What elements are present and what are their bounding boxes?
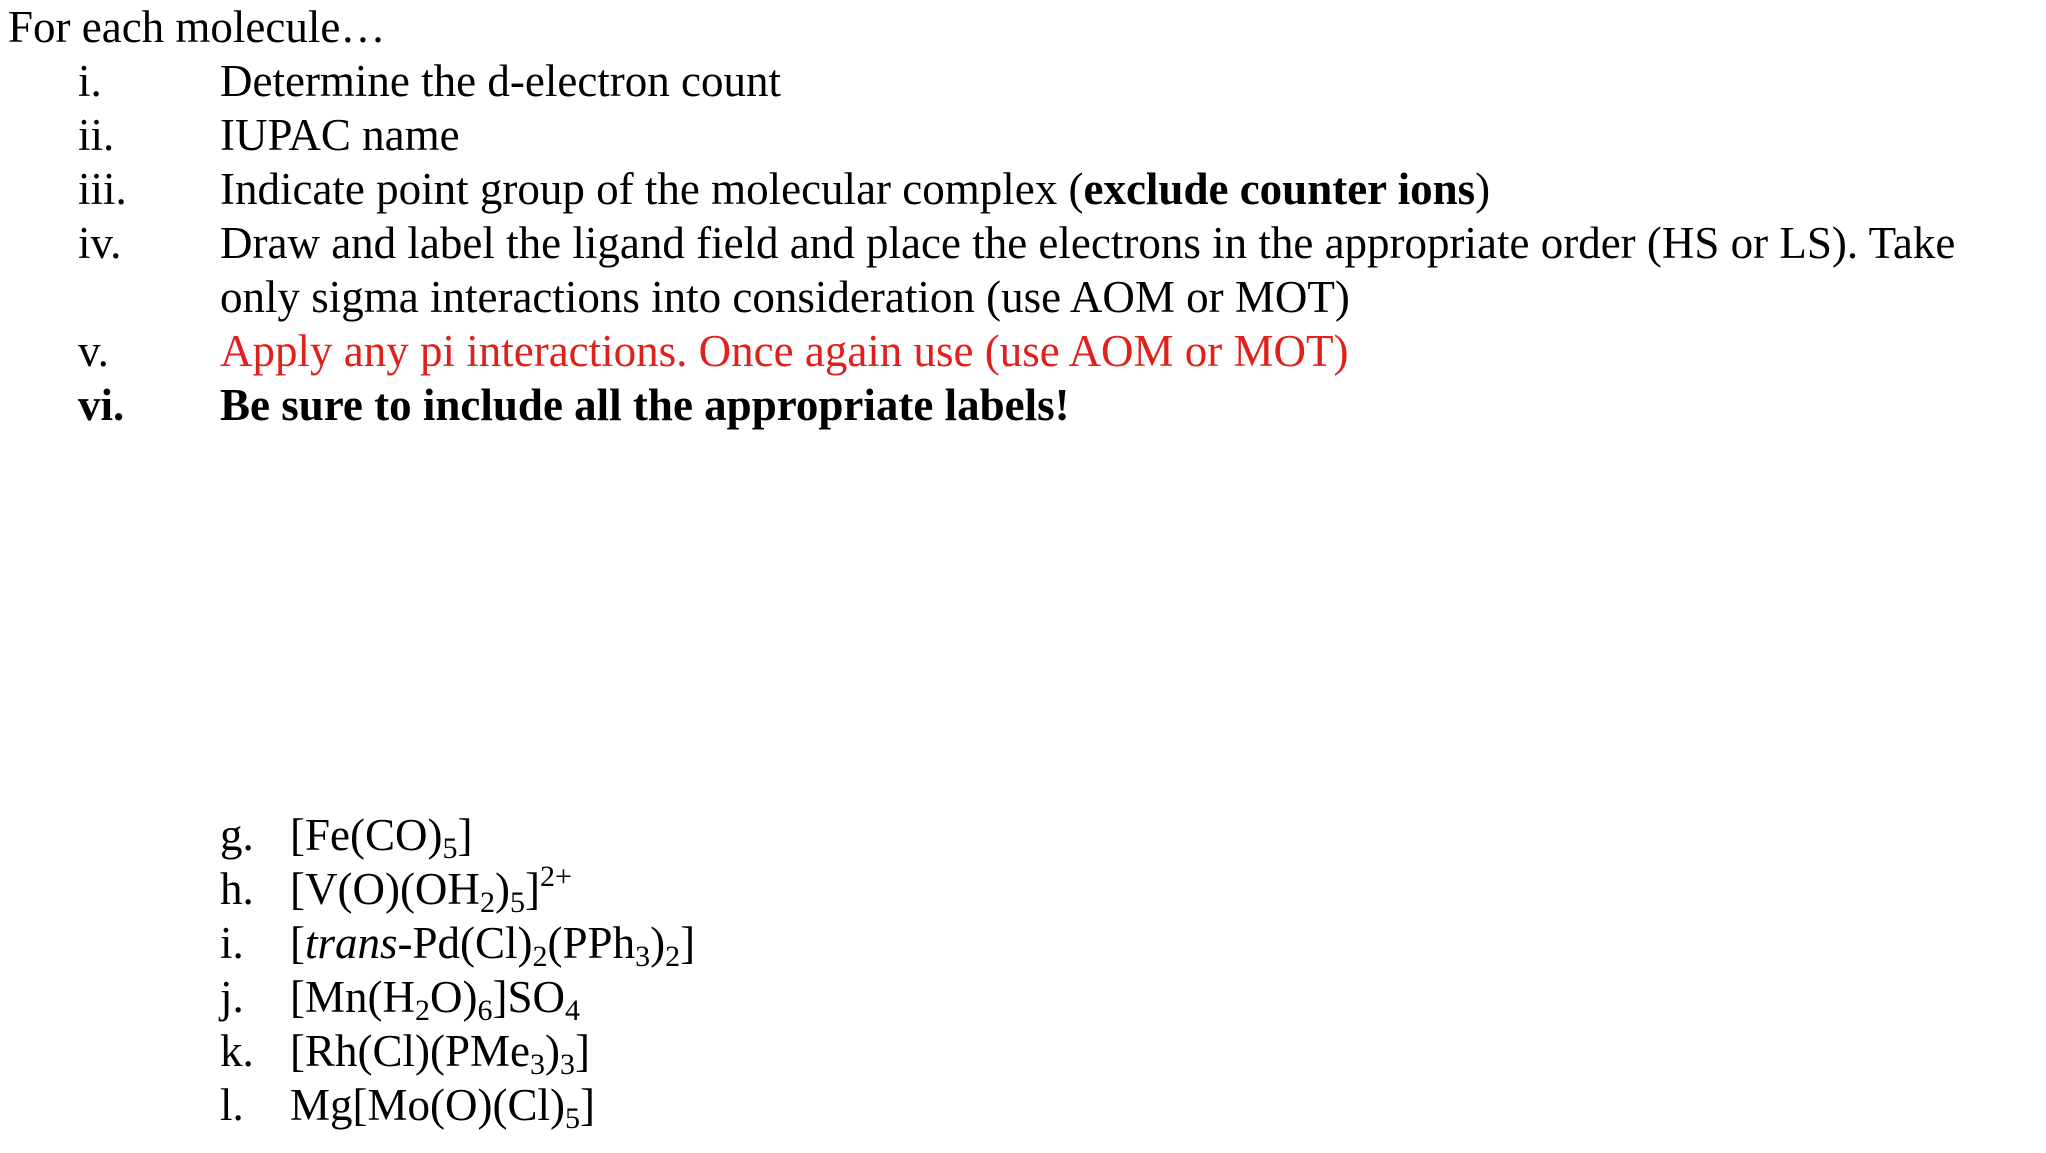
- formula-part: ]: [457, 810, 473, 860]
- molecule-label: i.: [220, 918, 244, 968]
- formula-subscript: 3: [560, 1048, 575, 1081]
- formula-subscript: 2: [414, 994, 430, 1027]
- formula-part: ]: [680, 918, 696, 968]
- instruction-number: v.: [78, 326, 109, 376]
- molecule-formula: [290, 860, 572, 919]
- instruction-number: vi.: [78, 380, 125, 430]
- molecule-item-i: [0, 916, 2046, 973]
- instruction-item-i: [0, 54, 2046, 108]
- molecule-item-j: [0, 970, 2046, 1027]
- instruction-list: [0, 54, 2046, 432]
- formula-part: ]: [524, 864, 540, 914]
- instruction-line: Draw and label the ligand field and place the electrons in the appropriate order (HS or LS). Take: [220, 218, 1956, 268]
- molecule-label: h.: [220, 864, 254, 914]
- formula-part: ): [494, 864, 510, 914]
- formula-part: ): [545, 1026, 560, 1076]
- formula-part: ]: [575, 1026, 590, 1076]
- instruction-number: i.: [78, 56, 102, 106]
- formula-subscript: 2: [665, 940, 681, 973]
- molecule-item-k: [0, 1024, 2046, 1081]
- formula-part: Mg[Mo(O)(Cl): [290, 1080, 565, 1130]
- instruction-item-iv: [0, 216, 2046, 324]
- formula-subscript: 3: [635, 940, 651, 973]
- formula-part: ]SO: [492, 972, 565, 1022]
- formula-part: (PPh: [547, 918, 636, 968]
- instruction-text: [220, 108, 2035, 162]
- instruction-line: Be sure to include all the appropriate labels!: [220, 380, 1070, 430]
- formula-part: ): [650, 918, 666, 968]
- instruction-text: [220, 54, 2035, 108]
- instruction-line: IUPAC name: [220, 110, 460, 160]
- formula-subscript: 5: [564, 1102, 580, 1135]
- instruction-number: iv.: [78, 218, 122, 268]
- molecule-formula: [290, 1024, 590, 1081]
- formula-part: ]: [579, 1080, 595, 1130]
- formula-subscript: 4: [564, 994, 580, 1027]
- instruction-line: [220, 162, 2035, 216]
- instruction-text: [220, 378, 2035, 432]
- instruction-text: [220, 216, 2035, 324]
- formula-subscript: 5: [509, 886, 525, 919]
- instruction-text-before: Indicate point group of the molecular complex (: [220, 164, 1084, 214]
- formula-part: -Pd(Cl): [397, 918, 533, 968]
- formula-part: [Mn(H: [290, 972, 415, 1022]
- instruction-item-iii: [0, 162, 2046, 216]
- molecule-list: [0, 808, 2046, 1135]
- formula-part: [V(O)(OH: [290, 864, 480, 914]
- instruction-text: [220, 162, 2035, 216]
- instruction-text: [220, 324, 2035, 378]
- formula-part: [Rh(Cl)(PMe: [290, 1026, 530, 1076]
- instruction-line-highlighted: Apply any pi interactions. Once again use (use AOM or MOT): [220, 326, 1349, 376]
- formula-subscript: 2: [479, 886, 495, 919]
- formula-subscript: 3: [530, 1048, 545, 1081]
- molecule-label: j.: [220, 972, 244, 1022]
- formula-subscript: 5: [442, 832, 458, 865]
- formula-part: [: [290, 918, 305, 968]
- formula-charge: 2+: [539, 860, 572, 893]
- molecule-formula: [290, 808, 473, 865]
- molecule-formula: [290, 970, 580, 1027]
- molecule-item-l: [0, 1078, 2046, 1135]
- molecule-item-h: [0, 860, 2046, 919]
- formula-subscript: 2: [532, 940, 548, 973]
- molecule-label: g.: [220, 810, 254, 860]
- instruction-item-v: [0, 324, 2046, 378]
- intro-heading: For each molecule…: [8, 2, 386, 52]
- instruction-text-after: ): [1475, 164, 1491, 214]
- molecule-item-g: [0, 808, 2046, 865]
- molecule-formula: [290, 916, 696, 973]
- instruction-line: only sigma interactions into consideration (use AOM or MOT): [220, 272, 1350, 322]
- formula-part: O): [429, 972, 478, 1022]
- formula-part: [Fe(CO): [290, 810, 443, 860]
- instruction-item-ii: [0, 108, 2046, 162]
- instruction-number: iii.: [78, 164, 127, 214]
- instruction-number: ii.: [78, 110, 115, 160]
- formula-italic-prefix: trans: [305, 918, 398, 968]
- molecule-label: l.: [220, 1080, 244, 1130]
- formula-subscript: 6: [477, 994, 493, 1027]
- molecule-label: k.: [220, 1026, 254, 1076]
- instruction-emphasis: exclude counter ions: [1083, 164, 1476, 214]
- instruction-item-vi: [0, 378, 2046, 432]
- instruction-line: Determine the d-electron count: [220, 56, 782, 106]
- molecule-formula: [290, 1078, 595, 1135]
